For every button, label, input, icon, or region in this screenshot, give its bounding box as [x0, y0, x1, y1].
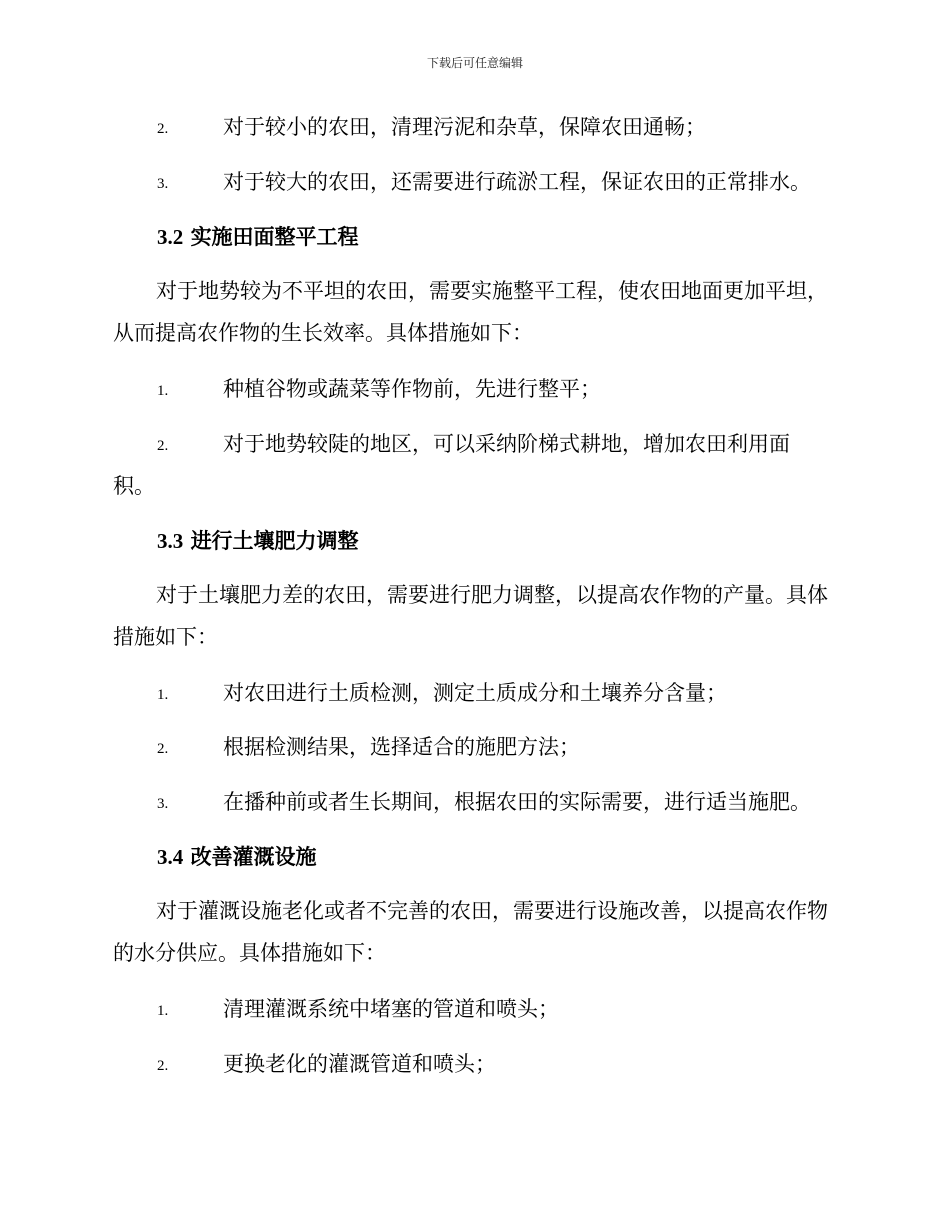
- list-item: [157, 679, 837, 709]
- list-item: [157, 995, 837, 1025]
- list-number: 2.: [157, 121, 169, 137]
- list-number: 1.: [157, 1003, 169, 1019]
- list-number: 2.: [157, 741, 169, 757]
- paragraph: 对于灌溉设施老化或者不完善的农田，需要进行设施改善，以提高农作物的水分供应。具体措施如下：: [113, 899, 828, 965]
- list-item: [157, 375, 837, 405]
- paragraph: 对于地势较为不平坦的农田，需要实施整平工程，使农田地面更加平坦，从而提高农作物的生长效率。具体措施如下：: [113, 279, 828, 345]
- list-number: 2.: [157, 1058, 169, 1074]
- section-heading-3-4: [157, 843, 317, 871]
- list-text: 清理灌溉系统中堵塞的管道和喷头；: [223, 997, 559, 1021]
- list-text: 对于地势较陡的地区，可以采纳阶梯式耕地，增加农田利用面: [223, 432, 790, 456]
- paragraph: 对于土壤肥力差的农田，需要进行肥力调整，以提高农作物的产量。具体措施如下：: [113, 583, 828, 649]
- list-item: [157, 1050, 837, 1080]
- list-text: 种植谷物或蔬菜等作物前，先进行整平；: [223, 377, 601, 401]
- list-item: [157, 113, 837, 143]
- list-text: 对于较小的农田，清理污泥和杂草，保障农田通畅；: [223, 115, 706, 139]
- section-heading-3-2: [157, 223, 359, 251]
- list-text: 在播种前或者生长期间，根据农田的实际需要，进行适当施肥。: [223, 790, 811, 814]
- list-number: 3.: [157, 796, 169, 812]
- list-number: 3.: [157, 176, 169, 192]
- list-item: [157, 168, 837, 198]
- list-item: [157, 733, 837, 763]
- list-text: 根据检测结果，选择适合的施肥方法；: [223, 735, 580, 759]
- list-item: [157, 430, 837, 460]
- list-text: 对农田进行土质检测，测定土质成分和土壤养分含量；: [223, 681, 727, 705]
- heading-text: 实施田面整平工程: [190, 224, 359, 249]
- list-number: 1.: [157, 687, 169, 703]
- list-number: 1.: [157, 383, 169, 399]
- list-text: 更换老化的灌溉管道和喷头；: [223, 1052, 496, 1076]
- heading-number: 3.3: [157, 529, 184, 553]
- heading-number: 3.4: [157, 845, 184, 869]
- list-number: 2.: [157, 438, 169, 454]
- page-header: 下载后可任意编辑: [426, 56, 523, 70]
- list-item: [157, 788, 837, 818]
- list-text: 对于较大的农田，还需要进行疏淤工程，保证农田的正常排水。: [223, 170, 811, 194]
- heading-number: 3.2: [157, 225, 184, 249]
- list-item-continuation: 积。: [113, 474, 155, 498]
- heading-text: 改善灌溉设施: [190, 844, 317, 869]
- section-heading-3-3: [157, 527, 359, 555]
- heading-text: 进行土壤肥力调整: [190, 528, 359, 553]
